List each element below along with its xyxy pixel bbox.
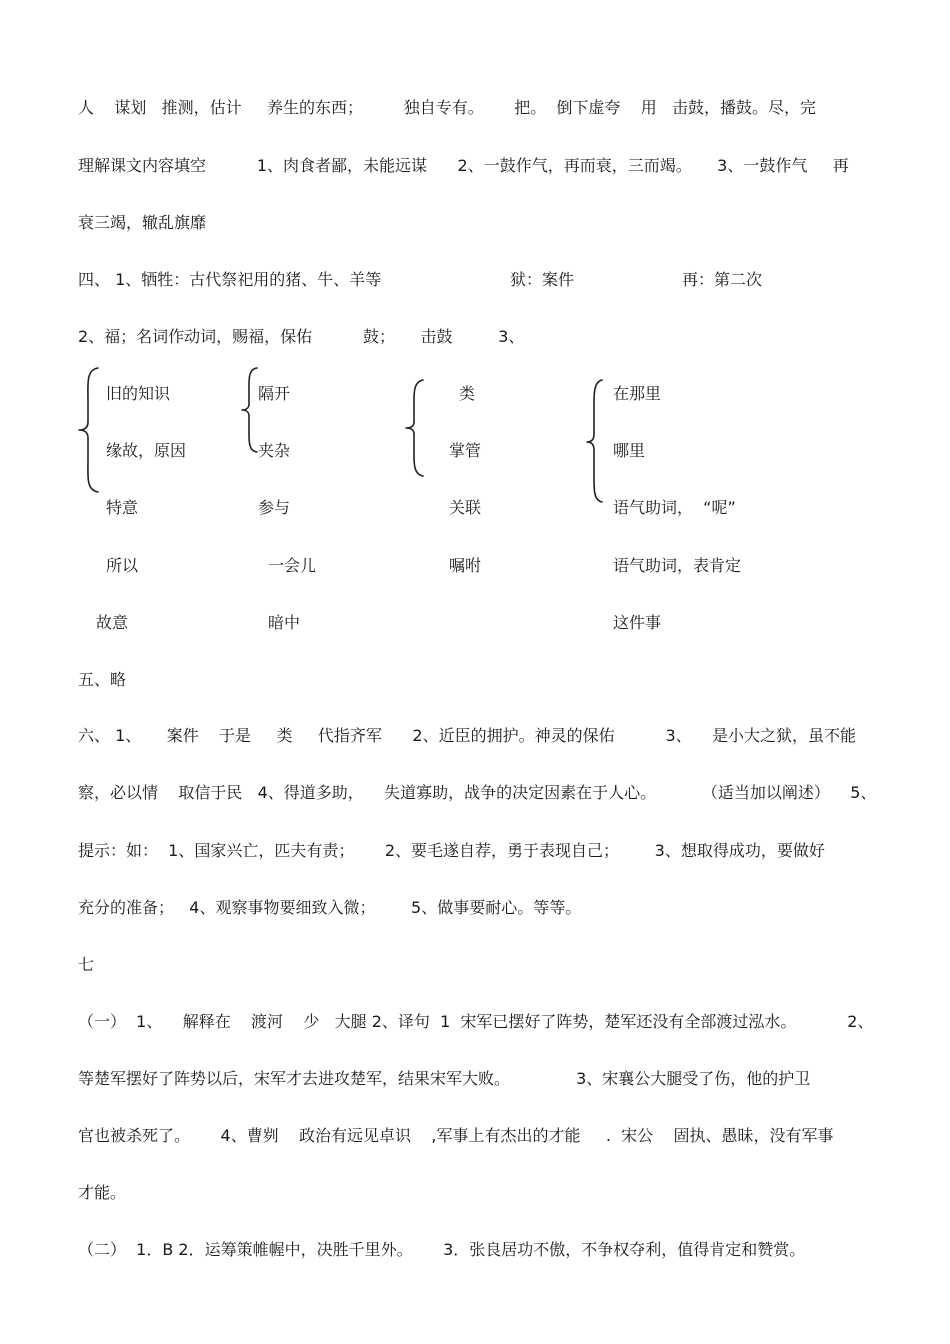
section-six-line-3: 提示：如： 1、国家兴亡，匹夫有责； 2、要毛遂自荐，勇于表现自己； 3、想取得成功，要做好 — [78, 841, 825, 860]
brace-4 — [584, 378, 606, 504]
section-seven-heading: 七 — [78, 955, 95, 974]
group3-item-2: 掌管 — [449, 441, 482, 460]
section-seven-line-3: 官也被杀死了。 4、曹刿 政治有远见卓识 ,军事上有杰出的才能 . 宋公 固执、愚昧，没有军事 — [78, 1126, 834, 1145]
answer-line-1: 人 谋划 推测，估计 养生的东西； 独自专有。 把。 倒下虚夸 用 击鼓，播鼓。尽，完 — [78, 98, 817, 117]
group2-item-1: 隔开 — [258, 384, 291, 403]
group1-item-5: 故意 — [96, 613, 129, 632]
group1-item-4: 所以 — [106, 556, 139, 575]
group2-item-5: 暗中 — [268, 613, 301, 632]
brace-3 — [403, 378, 427, 478]
section-six-line-2: 察，必以情 取信于民 4、得道多助， 失道寡助，战争的决定因素在于人心。 （适当加以阐述） 5、 — [78, 783, 877, 802]
section-seven-line-4: 才能。 — [78, 1183, 127, 1202]
section-four-item-3: 再：第二次 — [682, 270, 763, 289]
section-seven-line-2: 等楚军摆好了阵势以后，宋军才去进攻楚军，结果宋军大败。 3、宋襄公大腿受了伤，他的护卫 — [78, 1069, 811, 1088]
group4-item-3: 语气助词， “呢” — [613, 498, 736, 517]
group1-item-2: 缘故，原因 — [106, 441, 187, 460]
section-four-item-1: 四、 1、牺牲：古代祭祀用的猪、牛、羊等 — [78, 270, 382, 289]
brace-1 — [76, 366, 102, 494]
group2-item-3: 参与 — [258, 498, 291, 517]
group1-item-3: 特意 — [106, 498, 139, 517]
group3-item-3: 关联 — [449, 498, 482, 517]
section-seven-line-1: （一） 1、 解释在 渡河 少 大腿 2、译句 1 宋军已摆好了阵势，楚军还没有全部渡过泓水。 2、 — [78, 1012, 874, 1031]
section-six-line-4: 充分的准备； 4、观察事物要细致入微； 5、做事要耐心。等等。 — [78, 898, 582, 917]
section-seven-line-5: （二） 1．B 2．运筹策帷幄中，决胜千里外。 3．张良居功不傲，不争权夺利，值得肯定和赞赏。 — [78, 1240, 806, 1259]
section-five: 五、略 — [78, 670, 127, 689]
group2-item-4: 一会儿 — [268, 556, 317, 575]
group1-item-1: 旧的知识 — [106, 384, 171, 403]
group4-item-2: 哪里 — [613, 441, 646, 460]
group4-item-4: 语气助词，表肯定 — [613, 556, 742, 575]
group4-item-1: 在那里 — [613, 384, 662, 403]
section-four-line-2: 2、福；名词作动词，赐福，保佑 鼓； 击鼓 3、 — [78, 327, 525, 346]
group3-item-4: 嘱咐 — [449, 556, 482, 575]
group4-item-5: 这件事 — [613, 613, 662, 632]
answer-line-2: 理解课文内容填空 1、肉食者鄙，未能远谋 2、一鼓作气，再而衰，三而竭。 3、一鼓作气 再 — [78, 156, 849, 175]
group2-item-2: 夹杂 — [258, 441, 291, 460]
section-four-item-2: 狱：案件 — [510, 270, 575, 289]
section-six-line-1: 六、 1、 案件 于是 类 代指齐军 2、近臣的拥护。神灵的保佑 3、 是小大之狱，虽不能 — [78, 726, 856, 745]
answer-line-3: 衰三竭，辙乱旗靡 — [78, 213, 207, 232]
group3-item-1: 类 — [459, 384, 476, 403]
